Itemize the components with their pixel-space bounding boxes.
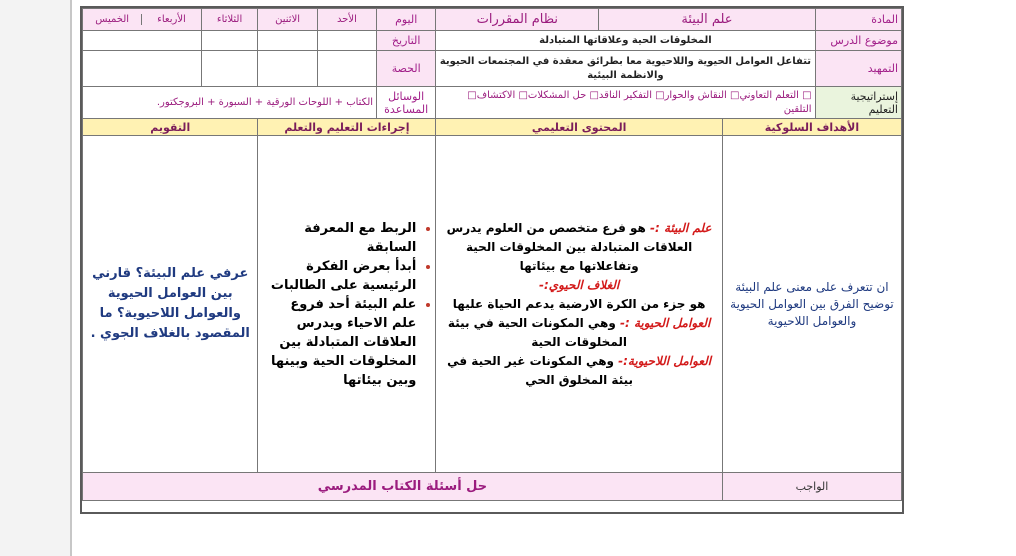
def-biotic: وهي المكونات الحية في بيئة المخلوقات الحية (447, 315, 627, 349)
date-cell-2[interactable] (258, 31, 317, 51)
period-cell-1[interactable] (317, 51, 376, 87)
subject-value: علم البيئة (599, 9, 815, 31)
term-biosphere: الغلاف الحيوي:- (538, 277, 620, 292)
left-margin (0, 0, 72, 556)
col-evaluation-header: التقويم (83, 119, 258, 136)
period-cell-2[interactable] (258, 51, 317, 87)
term-biotic: العوامل الحيوية :- (620, 315, 711, 330)
def-biosphere: هو جزء من الكرة الارضية يدعم الحياة عليها (452, 296, 706, 311)
subject-label: المادة (815, 9, 901, 31)
lesson-plan-page (80, 6, 904, 514)
col-objectives-header: الأهداف السلوكية (722, 119, 901, 136)
lesson-plan-table (82, 8, 902, 501)
aids-label: الوسائل المساعدة (377, 87, 436, 119)
intro-label: التمهيد (815, 51, 901, 87)
period-label: الحصة (377, 51, 436, 87)
procedures-cell (258, 136, 436, 473)
day-wednesday: الأربعاء (141, 14, 200, 25)
date-label: التاريخ (377, 31, 436, 51)
objectives-cell (722, 136, 901, 473)
period-cell-4[interactable] (83, 51, 202, 87)
content-cell (436, 136, 723, 473)
objective-item: ان تتعرف على معنى علم البيئة (735, 279, 889, 294)
system-label: نظام المقررات (436, 9, 599, 31)
day-thursday: الخميس (95, 14, 130, 25)
period-cell-3[interactable] (201, 51, 258, 87)
homework-value: حل أسئلة الكتاب المدرسي (83, 473, 723, 501)
term-ecology: علم البيئة :- (650, 220, 712, 235)
def-abiotic: وهي المكونات غير الحية في بيئة المخلوق الحي (447, 353, 634, 387)
col-procedures-header: إجراءات التعليم والتعلم (258, 119, 436, 136)
term-abiotic: العوامل اللاحيوية:- (618, 353, 712, 368)
procedure-item: • الربط مع المعرفة السابقة (261, 219, 416, 257)
date-cell-3[interactable] (201, 31, 258, 51)
margin-line (70, 0, 72, 556)
objective-item: توضيح الفرق بين العوامل الحيوية والعوامل اللاحيوية (730, 296, 894, 328)
strategy-value: □ التعلم التعاوني□ النقاش والحوار□ التفكير الناقد□ حل المشكلات□ الاكتشاف□ التلقين (436, 87, 815, 119)
day-tuesday: الثلاثاء (201, 9, 258, 31)
procedure-item: • أبدأ بعرض الفكرة الرئيسية على الطالبات (261, 257, 416, 295)
topic-label: موضوع الدرس (815, 31, 901, 51)
evaluation-cell: عرفي علم البيئة؟ قارني بين العوامل الحيوية والعوامل اللاحيوية؟ ما المقصود بالغلاف الجوي . (83, 136, 258, 473)
date-cell-1[interactable] (317, 31, 376, 51)
def-ecology: هو فرع متخصص من العلوم يدرس العلاقات المتبادلة بين المخلوقات الحية وتفاعلاتها مع بيئاتها (446, 220, 693, 273)
date-cell-4[interactable] (83, 31, 202, 51)
day-label: اليوم (377, 9, 436, 31)
intro-value: تتفاعل العوامل الحيوية واللاحيوية معا بطرائق معقدة في المجتمعات الحيوية والانظمة البيئية (436, 51, 815, 87)
aids-value: الكتاب + اللوحات الورقية + السبورة + البروجكتور. (83, 87, 377, 119)
day-sunday: الأحد (317, 9, 376, 31)
day-monday: الاثنين (258, 9, 317, 31)
homework-label: الواجب (722, 473, 901, 501)
topic-value: المخلوقات الحية وعلاقاتها المتبادلة (436, 31, 815, 51)
procedure-item: • علم البيئة أحد فروع علم الاحياء ويدرس العلاقات المتبادلة بين المخلوقات الحية وبينها وبين بيئاتها (261, 295, 416, 390)
col-content-header: المحتوى التعليمي (436, 119, 723, 136)
strategy-label: إستراتيجية التعليم (815, 87, 901, 119)
